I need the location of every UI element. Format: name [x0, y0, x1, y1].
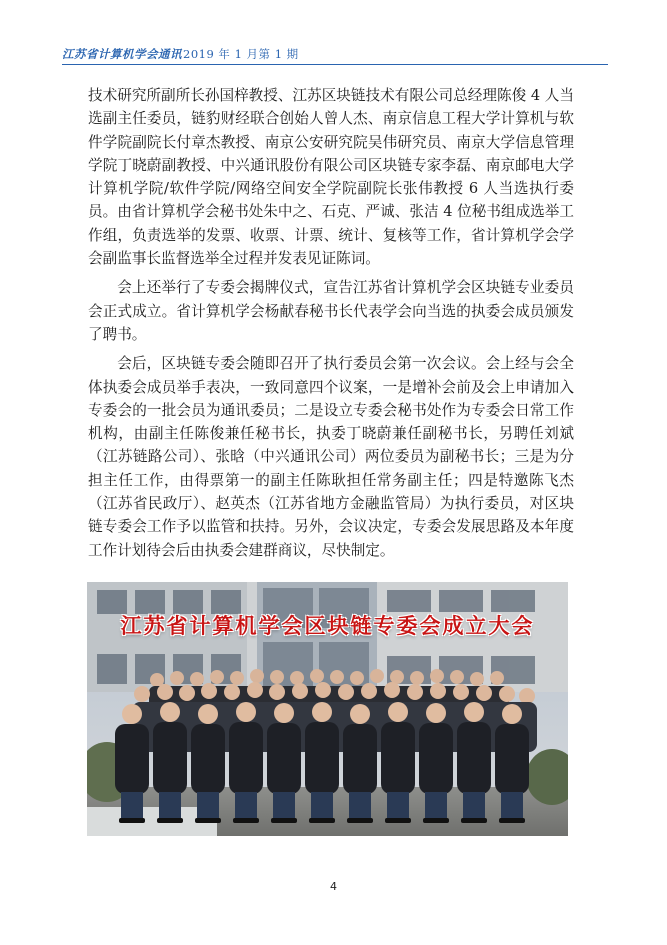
page-header [62, 46, 608, 65]
paragraph-unveiling: 会上还举行了专委会揭牌仪式，宣告江苏省计算机学会区块链专业委员会正式成立。省计算机学会杨献春秘书长代表学会向当选的执委会成员颁发了聘书。 [88, 279, 574, 343]
paragraph-executive-meeting: 会后，区块链专委会随即召开了执行委员会第一次会议。会上经与会全体执委会成员举手表决，一致同意四个议案，一是增补会前及会上申请加入专委会的一批会员为通讯委员；二是设立专委会秘书处作为专委会日常工作机构，由副主任陈俊兼任秘书长，执委丁晓蔚兼任副秘书长，另聘任刘斌（江苏链路公司）、张晗（中兴通讯公司）两位委员为副秘书长；三是为分担主任工作，由得票第一的副主任陈耿担任常务副主任；四是特邀陈飞杰（江苏省民政厅）、赵英杰（江苏省地方金融监管局）为执行委员，对区块链专委会工作予以监管和扶持。另外，会议决定，专委会发展思路及本年度工作计划待会后由执委会建群商议，尽快制定。 [88, 355, 574, 559]
paragraph-continued: 技术研究所副所长孙国梓教授、江苏区块链技术有限公司总经理陈俊 4 人当选副主任委员，链豹财经联合创始人曾人杰、南京信息工程大学计算机与软件学院副院长付章杰教授、南京公安研究院吴伟研究员、南京大学信息管理学院丁晓蔚副教授、中兴通讯股份有限公司区块链专家李磊、南京邮电大学计算机学院/软件学院/网络空间安全学院副院长张伟教授 6 人当选执行委员。由省计算机学会秘书处朱中之、石克、严诚、张洁 4 位秘书组成选举工作组，负责选举的发票、收票、计票、统计、复核等工作，省计算机学会学会副监事长监督选举全过程并发表见证陈词。 [88, 87, 574, 268]
group-photo [87, 582, 568, 836]
photo-banner-caption: 江苏省计算机学会区块链专委会成立大会 [120, 613, 535, 638]
page-number: 4 [330, 880, 337, 893]
newsletter-name: 江苏省计算机学会通讯 [62, 47, 182, 61]
article-body [88, 84, 574, 568]
newsletter-title [62, 46, 299, 62]
issue-date: 2019 年 1 月第 1 期 [183, 47, 299, 61]
